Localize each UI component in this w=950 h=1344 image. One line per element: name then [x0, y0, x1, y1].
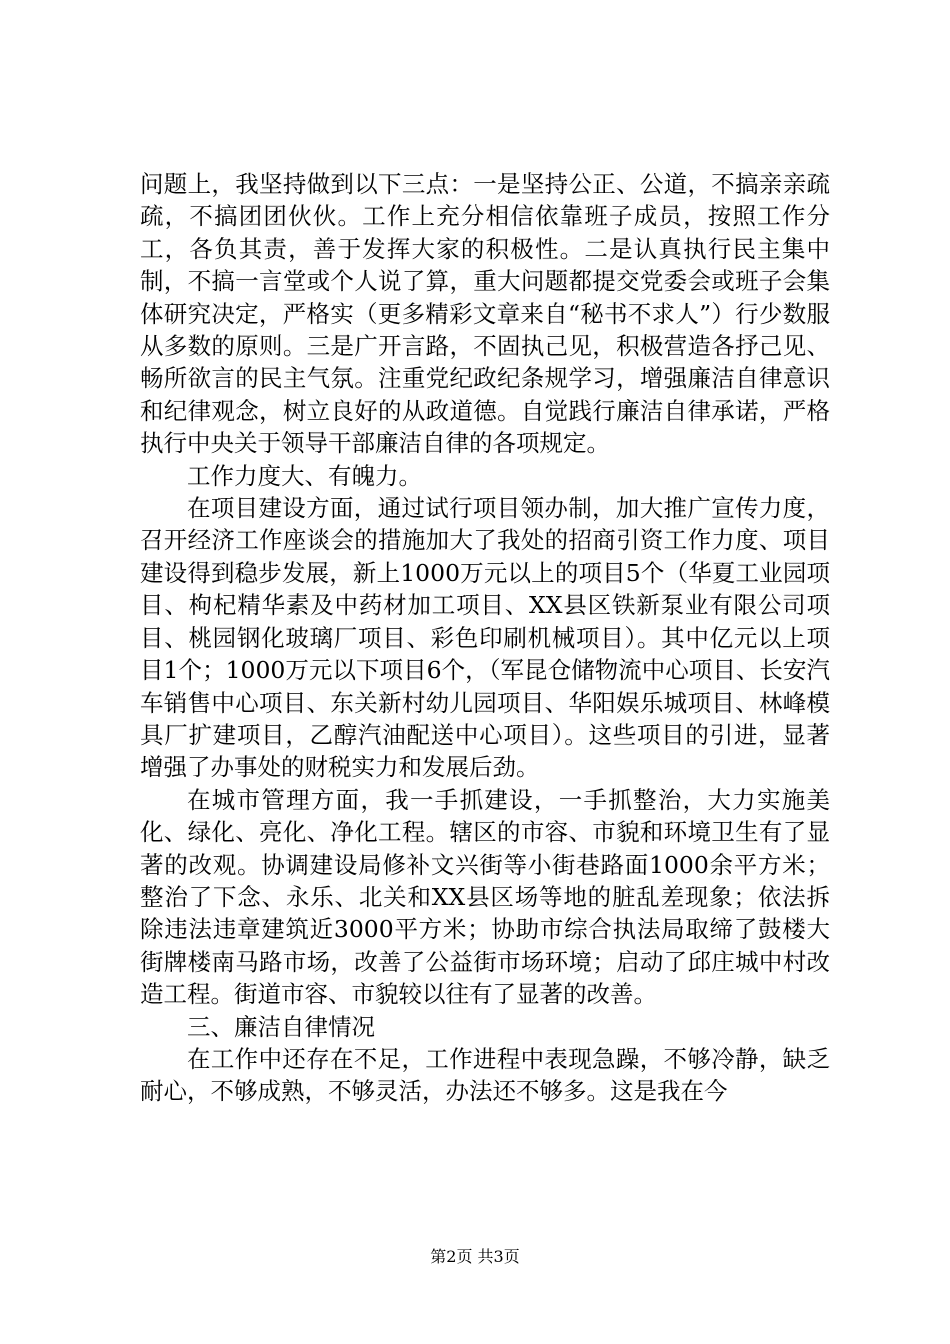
page-footer: 第2页 共3页 — [430, 1247, 520, 1266]
section-heading: 三、廉洁自律情况 — [187, 1012, 375, 1041]
paragraph-1: 问题上，我坚持做到以下三点：一是坚持公正、公道，不搞亲亲疏疏，不搞团团伙伙。工作上充分相信依靠班子成员，按照工作分工，各负其责，善于发挥大家的积极性。二是认真执行民主集中制，不搞一言堂或个人说了算，重大问题都提交党委会或班子会集体研究决定，严格实（更多精彩文章来自“秘书不求人”）行少数服从多数的原则。三是广开言路，不固执己见，积极营造各抒己见、畅所欲言的民主气氛。注重党纪政纪条规学习，增强廉洁自律意识和纪律观念，树立良好的从政道德。自觉践行廉洁自律承诺，严格执行中央关于领导干部廉洁自律的各项规定。 — [140, 170, 830, 458]
paragraph-3: 在项目建设方面，通过试行项目领办制，加大推广宣传力度，召开经济工作座谈会的措施加大了我处的招商引资工作力度、项目建设得到稳步发展，新上1000万元以上的项目5个（华夏工业园项目、枸杞精华素及中药材加工项目、XX县区铁新泵业有限公司项目、桃园钢化玻璃厂项目、彩色印刷机械项目）。其中亿元以上项目1个；1000万元以下项目6个，（军昆仓储物流中心项目、长安汽车销售中心项目、东关新村幼儿园项目、华阳娱乐城项目、林峰模具厂扩建项目，乙醇汽油配送中心项目）。这些项目的引进，显著增强了办事处的财税实力和发展后劲。 — [140, 494, 830, 782]
paragraph-4: 在城市管理方面，我一手抓建设，一手抓整治，大力实施美化、绿化、亮化、净化工程。辖区的市容、市貌和环境卫生有了显著的改观。协调建设局修补文兴街等小街巷路面1000余平方米；整治了下念、永乐、北关和XX县区场等地的脏乱差现象；依法拆除违法违章建筑近3000平方米；协助市综合执法局取缔了鼓楼大街牌楼南马路市场，改善了公益街市场环境；启动了邱庄城中村改造工程。街道市容、市貌较以往有了显著的改善。 — [140, 785, 830, 1009]
document-body — [140, 168, 830, 1108]
paragraph-5: 在工作中还存在不足，工作进程中表现急躁，不够冷静，缺乏耐心，不够成熟，不够灵活，办法还不够多。这是我在今 — [140, 1044, 830, 1106]
paragraph-2: 工作力度大、有魄力。 — [187, 461, 422, 490]
